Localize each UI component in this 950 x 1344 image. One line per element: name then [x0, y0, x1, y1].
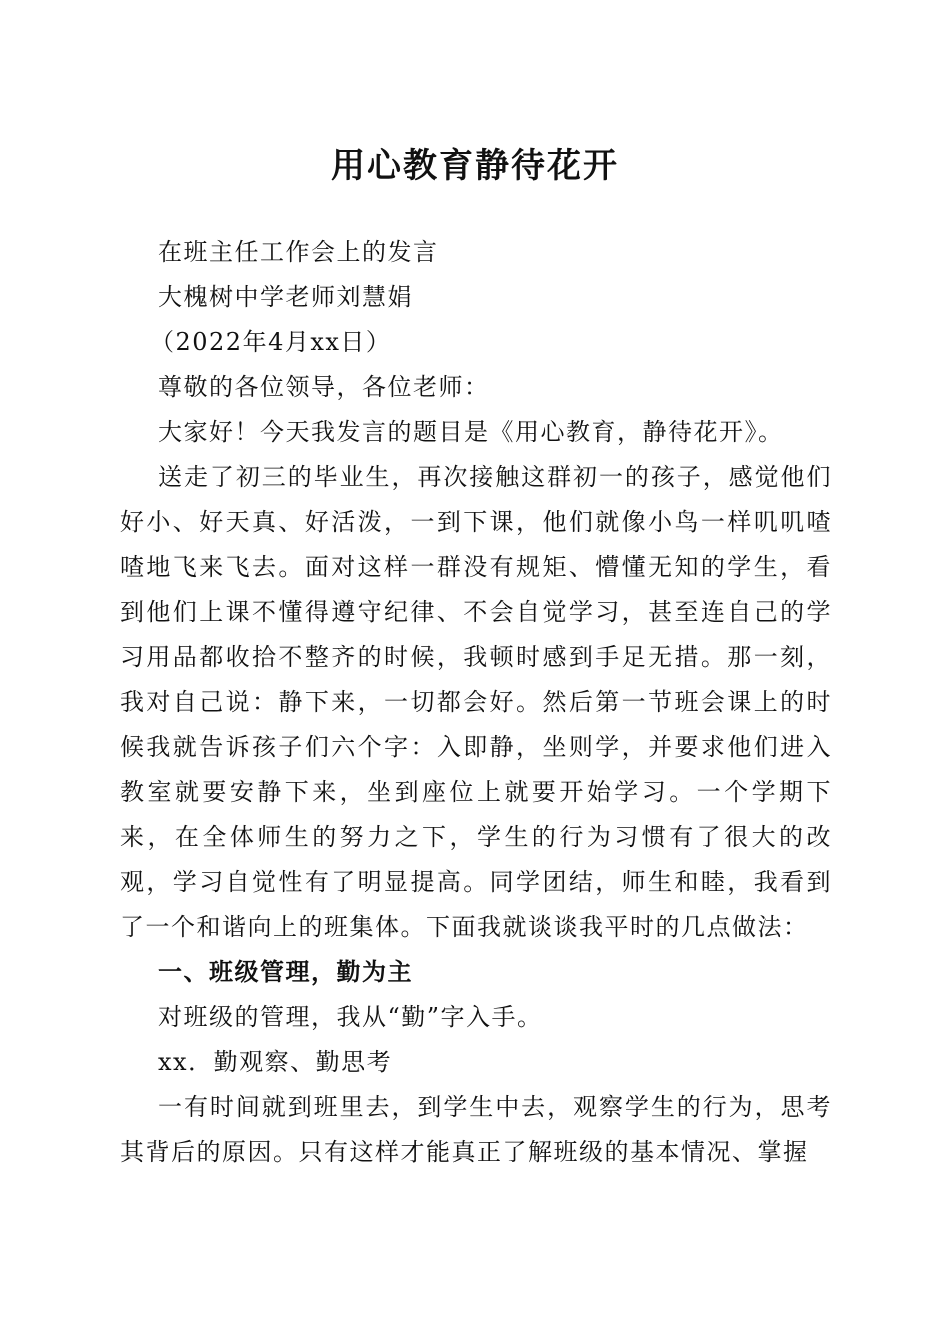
subsection-heading: xx．勤观察、勤思考 — [158, 1048, 393, 1076]
speech-date: （2022年4月xx日） — [150, 328, 392, 356]
section-heading: 一、班级管理，勤为主 — [158, 958, 413, 986]
greeting: 大家好！今天我发言的题目是《用心教育，静待花开》。 — [158, 418, 784, 446]
body-paragraph: 送走了初三的毕业生，再次接触这群初一的孩子，感觉他们好小、好天真、好活泼，一到下课，他们就像小鸟一样叽叽喳喳地飞来飞去。面对这样一群没有规矩、懵懂无知的学生，看到他们上课不懂得遵守纪律、不会自觉学习，甚至连自己的学习用品都收拾不整齐的时候，我顿时感到手足无措。那一刻，我对自己说：静下来，一切都会好。然后第一节班会课上的时候我就告诉孩子们六个字：入即静，坐则学，并要求他们进入教室就要安静下来，坐到座位上就要开始学习。一个学期下来，在全体师生的努力之下，学生的行为习惯有了很大的改观，学习自觉性有了明显提高。同学团结，师生和睦，我看到了一个和谐向上的班集体。下面我就谈谈我平时的几点做法： — [120, 463, 832, 941]
salutation: 尊敬的各位领导，各位老师： — [158, 373, 490, 401]
document-title: 用心教育静待花开 — [331, 146, 619, 186]
section-intro: 对班级的管理，我从“勤”字入手。 — [158, 1003, 543, 1031]
document-body — [120, 230, 832, 1175]
speech-subtitle: 在班主任工作会上的发言 — [158, 238, 439, 266]
speech-author: 大槐树中学老师刘慧娟 — [158, 283, 413, 311]
body-paragraph: 一有时间就到班里去，到学生中去，观察学生的行为，思考其背后的原因。只有这样才能真正了解班级的基本情况、掌握 — [120, 1093, 832, 1166]
